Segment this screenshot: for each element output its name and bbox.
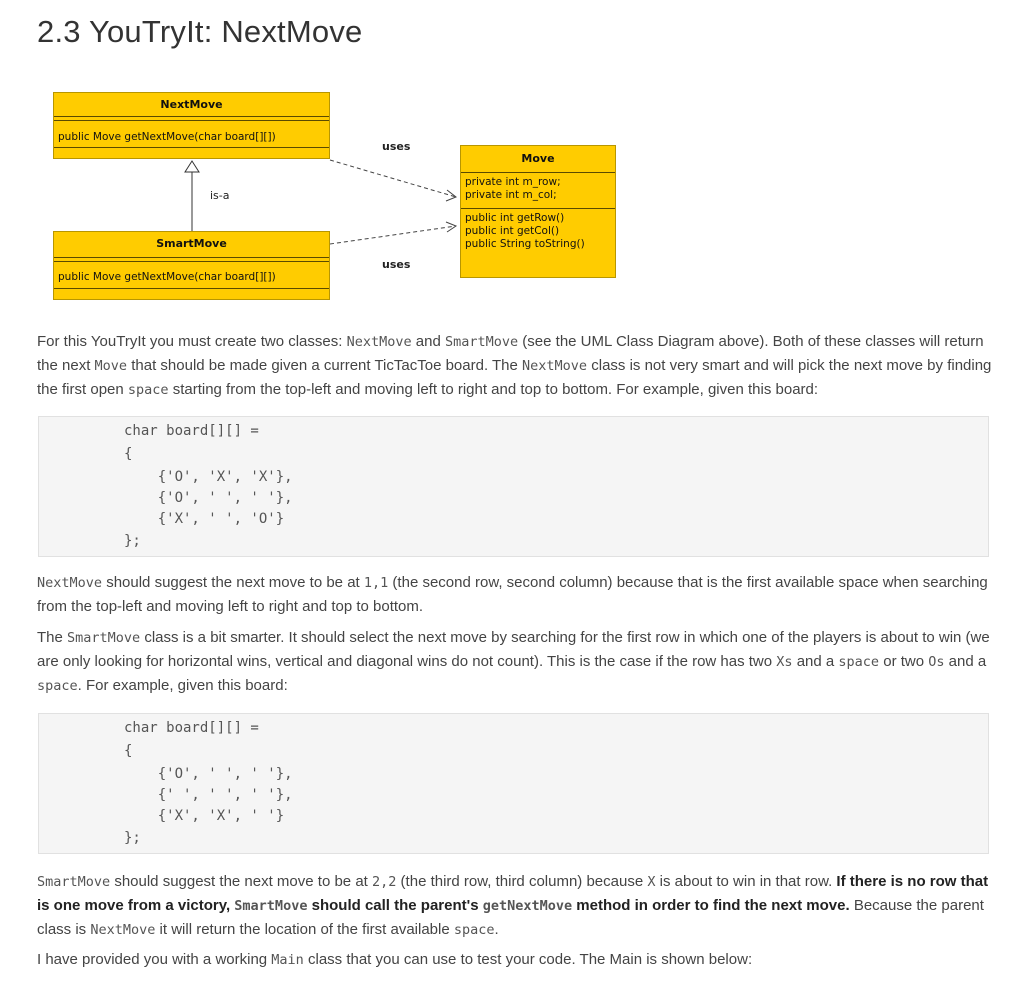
uml-class-name: NextMove <box>160 98 223 111</box>
uml-method: public String toString() <box>465 238 585 250</box>
smartmove-description-paragraph <box>37 626 992 698</box>
uml-divider <box>54 261 329 262</box>
text: (the third row, third column) because <box>396 873 648 890</box>
code-block-smartmove-example <box>38 713 989 854</box>
text: and a <box>792 653 839 670</box>
code-line: {'O', 'X', 'X'}, <box>124 469 293 485</box>
uml-methods <box>465 212 585 251</box>
main-class-paragraph <box>37 948 992 972</box>
uses-label-top: uses <box>382 140 411 153</box>
text: . <box>494 921 499 938</box>
uml-class-name: Move <box>521 152 555 165</box>
page-title: 2.3 YouTryIt: NextMove <box>37 14 363 49</box>
uml-divider <box>54 147 329 148</box>
text: it will return the location of the first available <box>155 921 454 938</box>
text: is about to win in that row. <box>655 873 837 890</box>
text: starting from the top-left and moving left to right and top to bottom. For example, given this board: <box>168 381 819 398</box>
text: (see the UML Class Diagram above). Both of these classes will return the next <box>37 333 984 374</box>
text: I have provided you with a working <box>37 951 272 968</box>
inline-code: SmartMove <box>234 898 308 914</box>
code-line: {'X', ' ', 'O'} <box>124 511 285 527</box>
inline-code: space <box>838 654 880 670</box>
uses-line-bottom <box>330 226 456 244</box>
uml-class-move <box>460 145 616 278</box>
inline-code: SmartMove <box>67 630 141 646</box>
inline-code: SmartMove <box>444 334 519 350</box>
text: If there is no row that is one move from a victory, <box>37 873 989 914</box>
text: class is a bit smarter. It should select the next move by searching for the first row in which one of the players is about to win (we are only looking for horizontal wins, vertical and diagonal wins do not count). This is the case if the row has two <box>37 629 990 670</box>
inline-code: getNextMove <box>482 898 573 914</box>
uml-class-smartmove <box>53 231 330 300</box>
code-line: {' ', ' ', ' '}, <box>124 787 293 803</box>
uml-divider <box>461 208 615 209</box>
code-block-nextmove-example <box>38 416 989 557</box>
is-a-label: is-a <box>210 189 230 202</box>
text: class is not very smart and will pick the next move by finding the first open <box>37 357 992 398</box>
uml-class-diagram <box>0 0 1024 310</box>
code-line: {'O', ' ', ' '}, <box>124 490 293 506</box>
text: The <box>37 629 68 646</box>
inline-code: Main <box>271 952 304 968</box>
code-line: { <box>124 743 133 759</box>
inline-code: space <box>37 678 78 694</box>
text: class that you can use to test your code. The Main is shown below: <box>303 951 753 968</box>
text: should call the parent's <box>307 897 483 914</box>
text: method in order to find the next move. <box>572 897 850 914</box>
uml-method: public Move getNextMove(char board[][]) <box>58 131 276 143</box>
uml-class-nextmove <box>53 92 330 159</box>
inline-code: Xs <box>776 654 793 670</box>
inline-code: Move <box>94 358 128 374</box>
uml-divider <box>461 172 615 173</box>
code-line: char board[][] = <box>124 423 259 439</box>
text: that should be made given a current TicTacToe board. The <box>127 357 523 374</box>
text: and a <box>944 653 987 670</box>
code-line: {'O', ' ', ' '}, <box>124 766 293 782</box>
text: (the second row, second column) because that is the first available space when searching from the top-left and moving left to right and top to bottom. <box>37 574 988 615</box>
inline-code: SmartMove <box>37 874 111 890</box>
uml-method: public int getRow() <box>465 212 565 224</box>
uml-method: public Move getNextMove(char board[][]) <box>58 271 276 283</box>
code-line: { <box>124 446 133 462</box>
inline-code: 2,2 <box>372 874 397 890</box>
uml-fields <box>465 176 561 202</box>
inline-code: NextMove <box>522 358 588 374</box>
uml-field: private int m_col; <box>465 189 557 201</box>
text: Because the parent class is <box>37 897 984 938</box>
uses-line-top <box>330 160 456 197</box>
code-line: }; <box>124 533 141 549</box>
uml-divider <box>54 120 329 121</box>
uml-divider <box>54 116 329 117</box>
code-line: char board[][] = <box>124 720 259 736</box>
inline-code: NextMove <box>346 334 412 350</box>
smartmove-result-paragraph <box>37 870 992 942</box>
text: For this YouTryIt you must create two classes: <box>37 333 347 350</box>
inline-code: Os <box>928 654 945 670</box>
uml-class-name: SmartMove <box>156 237 227 250</box>
inline-code: NextMove <box>37 575 103 591</box>
code-line: }; <box>124 830 141 846</box>
inline-code: X <box>647 874 656 890</box>
nextmove-result-paragraph <box>37 571 992 619</box>
uml-field: private int m_row; <box>465 176 561 188</box>
text: or two <box>879 653 929 670</box>
inline-code: NextMove <box>90 922 156 938</box>
text: should suggest the next move to be at <box>102 574 364 591</box>
intro-paragraph <box>37 330 992 402</box>
inheritance-arrow-icon <box>185 161 199 172</box>
text: and <box>411 333 445 350</box>
uses-label-bottom: uses <box>382 258 411 271</box>
text: . For example, given this board: <box>77 677 288 694</box>
uml-divider <box>54 257 329 258</box>
uml-divider <box>54 288 329 289</box>
inline-code: space <box>453 922 495 938</box>
text: should suggest the next move to be at <box>110 873 372 890</box>
uml-method: public int getCol() <box>465 225 560 237</box>
inline-code: space <box>127 382 169 398</box>
inline-code: 1,1 <box>363 575 389 591</box>
code-line: {'X', 'X', ' '} <box>124 808 285 824</box>
